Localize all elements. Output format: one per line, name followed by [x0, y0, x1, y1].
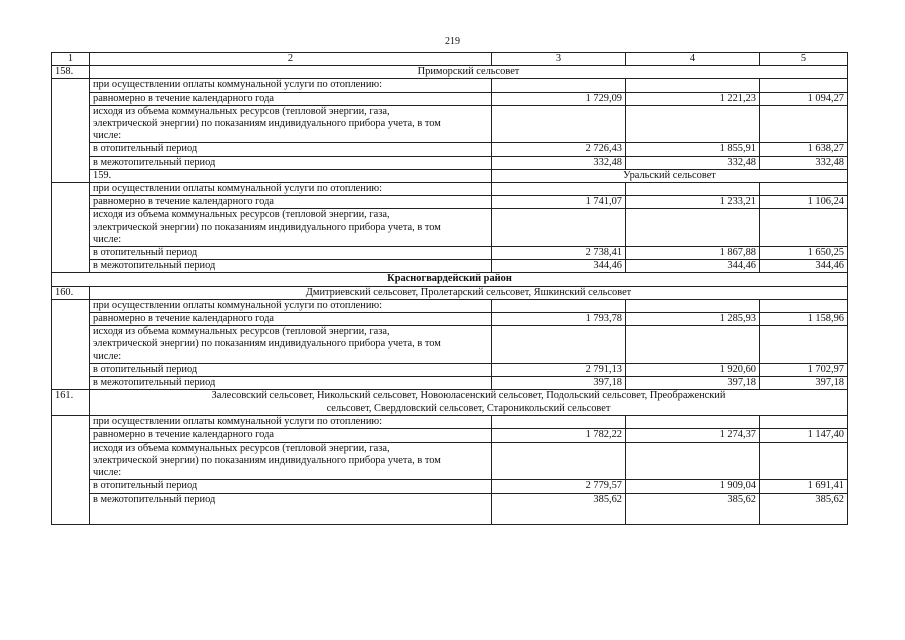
value-cell: 2 791,13: [492, 363, 626, 376]
value-cell: 344,46: [492, 260, 626, 273]
value-cell: 1 233,21: [626, 196, 760, 209]
payment-label: при осуществлении оплаты коммунальной услуги по отоплению:: [90, 79, 492, 92]
value-cell: 1 221,23: [626, 92, 760, 105]
section-number: 159.: [90, 169, 492, 182]
header-cell: 4: [626, 53, 760, 66]
empty-cell: [492, 105, 626, 143]
payment-label: при осуществлении оплаты коммунальной услуги по отоплению:: [90, 416, 492, 429]
empty-cell: [492, 79, 626, 92]
value-cell: 1 793,78: [492, 313, 626, 326]
value-cell: 385,62: [760, 493, 848, 524]
value-cell: 1 158,96: [760, 313, 848, 326]
page-number: 219: [445, 36, 460, 47]
empty-cell: [626, 105, 760, 143]
interheating-label: в межотопительный период: [90, 377, 492, 390]
value-cell: 2 738,41: [492, 247, 626, 260]
value-cell: 332,48: [626, 156, 760, 169]
table-row: [52, 480, 848, 493]
value-cell: 1 285,93: [626, 313, 760, 326]
value-cell: 2 726,43: [492, 143, 626, 156]
value-cell: 385,62: [492, 493, 626, 524]
value-cell: 1 650,25: [760, 247, 848, 260]
table-row: [52, 92, 848, 105]
empty-cell: [626, 183, 760, 196]
empty-cell: [760, 183, 848, 196]
value-cell: 1 855,91: [626, 143, 760, 156]
empty-cell: [760, 326, 848, 364]
value-cell: 397,18: [492, 377, 626, 390]
heating-label: в отопительный период: [90, 363, 492, 376]
table-row: [52, 363, 848, 376]
table-row: [52, 429, 848, 442]
header-cell: 5: [760, 53, 848, 66]
value-cell: 1 782,22: [492, 429, 626, 442]
value-cell: 344,46: [626, 260, 760, 273]
empty-cell: [626, 209, 760, 247]
value-cell: 1 867,88: [626, 247, 760, 260]
uniform-label: равномерно в течение календарного года: [90, 196, 492, 209]
table-row: [52, 156, 848, 169]
index-cell-empty: [52, 183, 90, 273]
table-row: [52, 143, 848, 156]
heating-label: в отопительный период: [90, 480, 492, 493]
value-cell: 1 094,27: [760, 92, 848, 105]
value-cell: 344,46: [760, 260, 848, 273]
value-cell: 1 702,97: [760, 363, 848, 376]
value-cell: 1 741,07: [492, 196, 626, 209]
table-row: [52, 260, 848, 273]
section-number: 160.: [52, 286, 90, 299]
value-cell: 1 106,24: [760, 196, 848, 209]
table-row: [52, 299, 848, 312]
index-cell-empty: [52, 299, 90, 389]
empty-cell: [760, 442, 848, 480]
meter-label: исходя из объема коммунальных ресурсов (тепловой энергии, газа, электрической энергии) по показаниям индивидуального прибора учета, в том числе:: [90, 105, 492, 143]
empty-cell: [492, 416, 626, 429]
section-title: Уральский сельсовет: [492, 169, 848, 182]
heating-label: в отопительный период: [90, 143, 492, 156]
header-row: [52, 53, 848, 66]
table-row: [52, 442, 848, 480]
section-title: Приморский сельсовет: [90, 66, 848, 79]
section-number: 161.: [52, 390, 90, 416]
district-row: [52, 273, 848, 286]
empty-cell: [760, 209, 848, 247]
meter-label: исходя из объема коммунальных ресурсов (тепловой энергии, газа, электрической энергии) по показаниям индивидуального прибора учета, в том числе:: [90, 326, 492, 364]
empty-cell: [492, 326, 626, 364]
table-row: [52, 247, 848, 260]
empty-cell: [626, 299, 760, 312]
meter-label: исходя из объема коммунальных ресурсов (тепловой энергии, газа, электрической энергии) по показаниям индивидуального прибора учета, в том числе:: [90, 209, 492, 247]
value-cell: 1 147,40: [760, 429, 848, 442]
empty-cell: [626, 442, 760, 480]
table-row: [52, 493, 848, 524]
table-row: [52, 196, 848, 209]
section-number: 158.: [52, 66, 90, 79]
section-title: Дмитриевский сельсовет, Пролетарский сельсовет, Яшкинский сельсовет: [90, 286, 848, 299]
payment-label: при осуществлении оплаты коммунальной услуги по отоплению:: [90, 299, 492, 312]
section-row: [52, 286, 848, 299]
tariff-table: [51, 52, 848, 525]
header-cell: 2: [90, 53, 492, 66]
value-cell: 397,18: [760, 377, 848, 390]
index-cell-empty: [52, 79, 90, 183]
table-row: [52, 416, 848, 429]
value-cell: 1 691,41: [760, 480, 848, 493]
table-row: [52, 105, 848, 143]
empty-cell: [626, 326, 760, 364]
header-cell: 1: [52, 53, 90, 66]
empty-cell: [626, 79, 760, 92]
value-cell: 2 779,57: [492, 480, 626, 493]
uniform-label: равномерно в течение календарного года: [90, 92, 492, 105]
interheating-label: в межотопительный период: [90, 260, 492, 273]
meter-label: исходя из объема коммунальных ресурсов (тепловой энергии, газа, электрической энергии) по показаниям индивидуального прибора учета, в том числе:: [90, 442, 492, 480]
header-cell: 3: [492, 53, 626, 66]
value-cell: 397,18: [626, 377, 760, 390]
uniform-label: равномерно в течение календарного года: [90, 313, 492, 326]
table-row: [52, 183, 848, 196]
heating-label: в отопительный период: [90, 247, 492, 260]
table-row: [52, 326, 848, 364]
interheating-label: в межотопительный период: [90, 493, 492, 524]
empty-cell: [492, 209, 626, 247]
empty-cell: [760, 299, 848, 312]
empty-cell: [626, 416, 760, 429]
table-row: [52, 313, 848, 326]
value-cell: 1 638,27: [760, 143, 848, 156]
empty-cell: [760, 79, 848, 92]
value-cell: 332,48: [760, 156, 848, 169]
section-row: [52, 390, 848, 416]
section-row: [52, 169, 848, 182]
value-cell: 1 909,04: [626, 480, 760, 493]
table-row: [52, 377, 848, 390]
uniform-label: равномерно в течение календарного года: [90, 429, 492, 442]
empty-cell: [760, 416, 848, 429]
section-row: [52, 66, 848, 79]
district-title: Красногвардейский район: [52, 273, 848, 286]
value-cell: 1 920,60: [626, 363, 760, 376]
payment-label: при осуществлении оплаты коммунальной услуги по отоплению:: [90, 183, 492, 196]
index-cell-empty: [52, 416, 90, 524]
empty-cell: [492, 442, 626, 480]
table-row: [52, 209, 848, 247]
value-cell: 385,62: [626, 493, 760, 524]
table-row: [52, 79, 848, 92]
empty-cell: [760, 105, 848, 143]
value-cell: 1 729,09: [492, 92, 626, 105]
interheating-label: в межотопительный период: [90, 156, 492, 169]
value-cell: 1 274,37: [626, 429, 760, 442]
empty-cell: [492, 183, 626, 196]
empty-cell: [492, 299, 626, 312]
value-cell: 332,48: [492, 156, 626, 169]
section-title: Залесовский сельсовет, Никольский сельсовет, Новоюласенский сельсовет, Подольский сельсовет, Преображенский сельсовет, Свердловский сельсовет, Староникольский сельсовет: [90, 390, 848, 416]
